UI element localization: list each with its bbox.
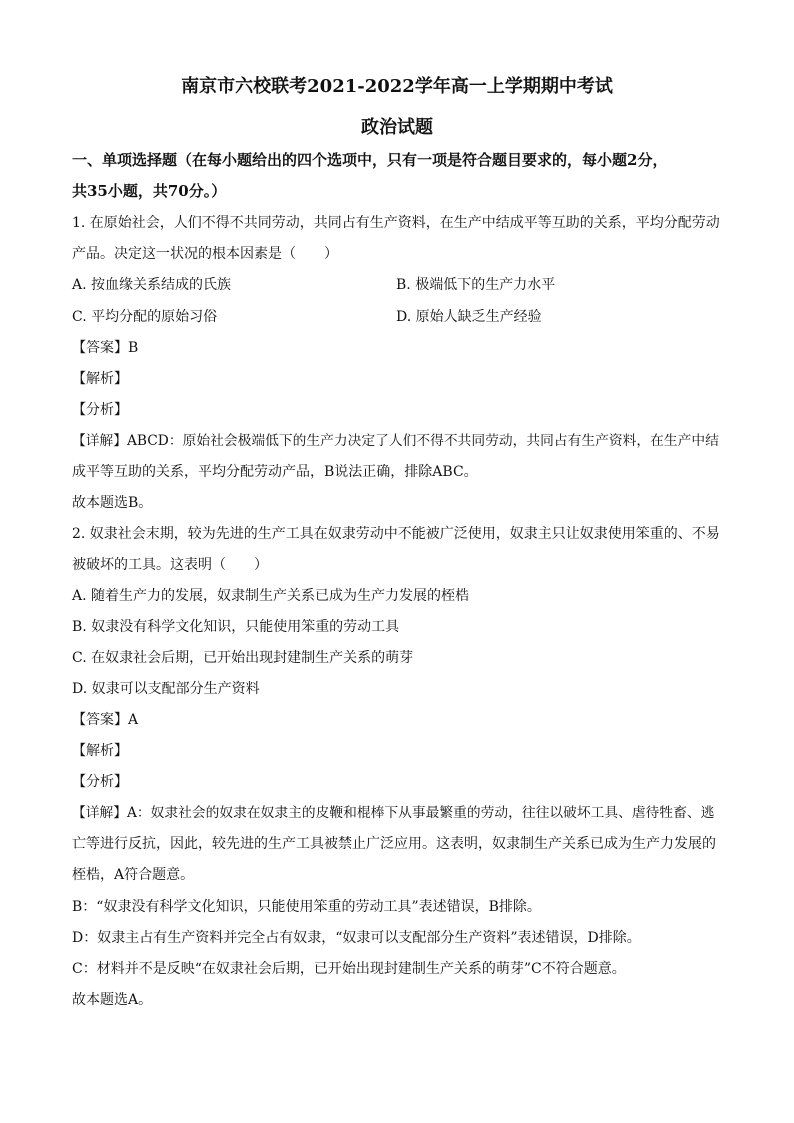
q2-detail-c: C：材料并不是反映“在奴隶社会后期，已开始出现封建制生产关系的萌芽”C不符合题意。 <box>72 961 626 977</box>
q2-option-b: B. 奴隶没有科学文化知识，只能使用笨重的劳动工具 <box>72 619 400 635</box>
q2-detail-d: D：奴隶主占有生产资料并完全占有奴隶，“奴隶可以支配部分生产资料”表述错误，D排除。 <box>72 930 641 946</box>
q2-conclusion: 故本题选A。 <box>72 992 153 1008</box>
q2-fenxi: 【分析】 <box>72 774 128 790</box>
q2-option-c: C. 在奴隶社会后期，已开始出现封建制生产关系的萌芽 <box>72 650 414 666</box>
section-heading-line1: 一、单项选择题（在每小题给出的四个选项中，只有一项是符合题目要求的，每小题2分， <box>72 151 668 169</box>
q2-detail-b: B：“奴隶没有科学文化知识，只能使用笨重的劳动工具”表述错误，B排除。 <box>72 899 541 915</box>
q1-jiexi: 【解析】 <box>72 371 128 387</box>
q1-stem-line1: 1. 在原始社会，人们不得不共同劳动，共同占有生产资料，在生产中结成平等互助的关系，平均分配劳动 <box>72 215 720 231</box>
q2-jiexi: 【解析】 <box>72 743 128 759</box>
q1-option-c: C. 平均分配的原始习俗 <box>72 309 218 325</box>
q2-stem-line2: 被破坏的工具。这表明（ ） <box>72 557 268 573</box>
q2-detail-line1: 【详解】A：奴隶社会的奴隶在奴隶主的皮鞭和棍棒下从事最繁重的劳动，往往以破坏工具、虐待牲畜、逃 <box>72 805 715 821</box>
q1-stem-line2: 产品。决定这一状况的根本因素是（ ） <box>72 246 338 262</box>
q1-answer: 【答案】B <box>72 340 139 356</box>
q2-answer: 【答案】A <box>72 712 139 728</box>
q1-detail-line2: 成平等互助的关系，平均分配劳动产品，B说法正确，排除ABC。 <box>72 464 478 480</box>
exam-subtitle: 政治试题 <box>361 117 433 138</box>
q1-option-b: B. 极端低下的生产力水平 <box>396 277 556 293</box>
q2-stem-line1: 2. 奴隶社会末期，较为先进的生产工具在奴隶劳动中不能被广泛使用，奴隶主只让奴隶使用笨重的、不易 <box>72 526 720 542</box>
q1-option-a: A. 按血缘关系结成的氏族 <box>72 277 232 293</box>
section-heading-line2: 共35小题，共70分。） <box>72 182 227 200</box>
q2-detail-line3: 桎梏，A符合题意。 <box>72 867 195 883</box>
q1-detail-line1: 【详解】ABCD：原始社会极端低下的生产力决定了人们不得不共同劳动，共同占有生产资料，在生产中结 <box>72 433 719 449</box>
q2-option-a: A. 随着生产力的发展，奴隶制生产关系已成为生产力发展的桎梏 <box>72 588 470 604</box>
q2-detail-line2: 亡等进行反抗，因此，较先进的生产工具被禁止广泛应用。这表明，奴隶制生产关系已成为生产力发展的 <box>72 836 716 852</box>
exam-title: 南京市六校联考2021-2022学年高一上学期期中考试 <box>181 76 613 97</box>
q2-option-d: D. 奴隶可以支配部分生产资料 <box>72 681 260 697</box>
q1-fenxi: 【分析】 <box>72 402 128 418</box>
q1-option-d: D. 原始人缺乏生产经验 <box>396 309 542 325</box>
q1-conclusion: 故本题选B。 <box>72 495 153 511</box>
